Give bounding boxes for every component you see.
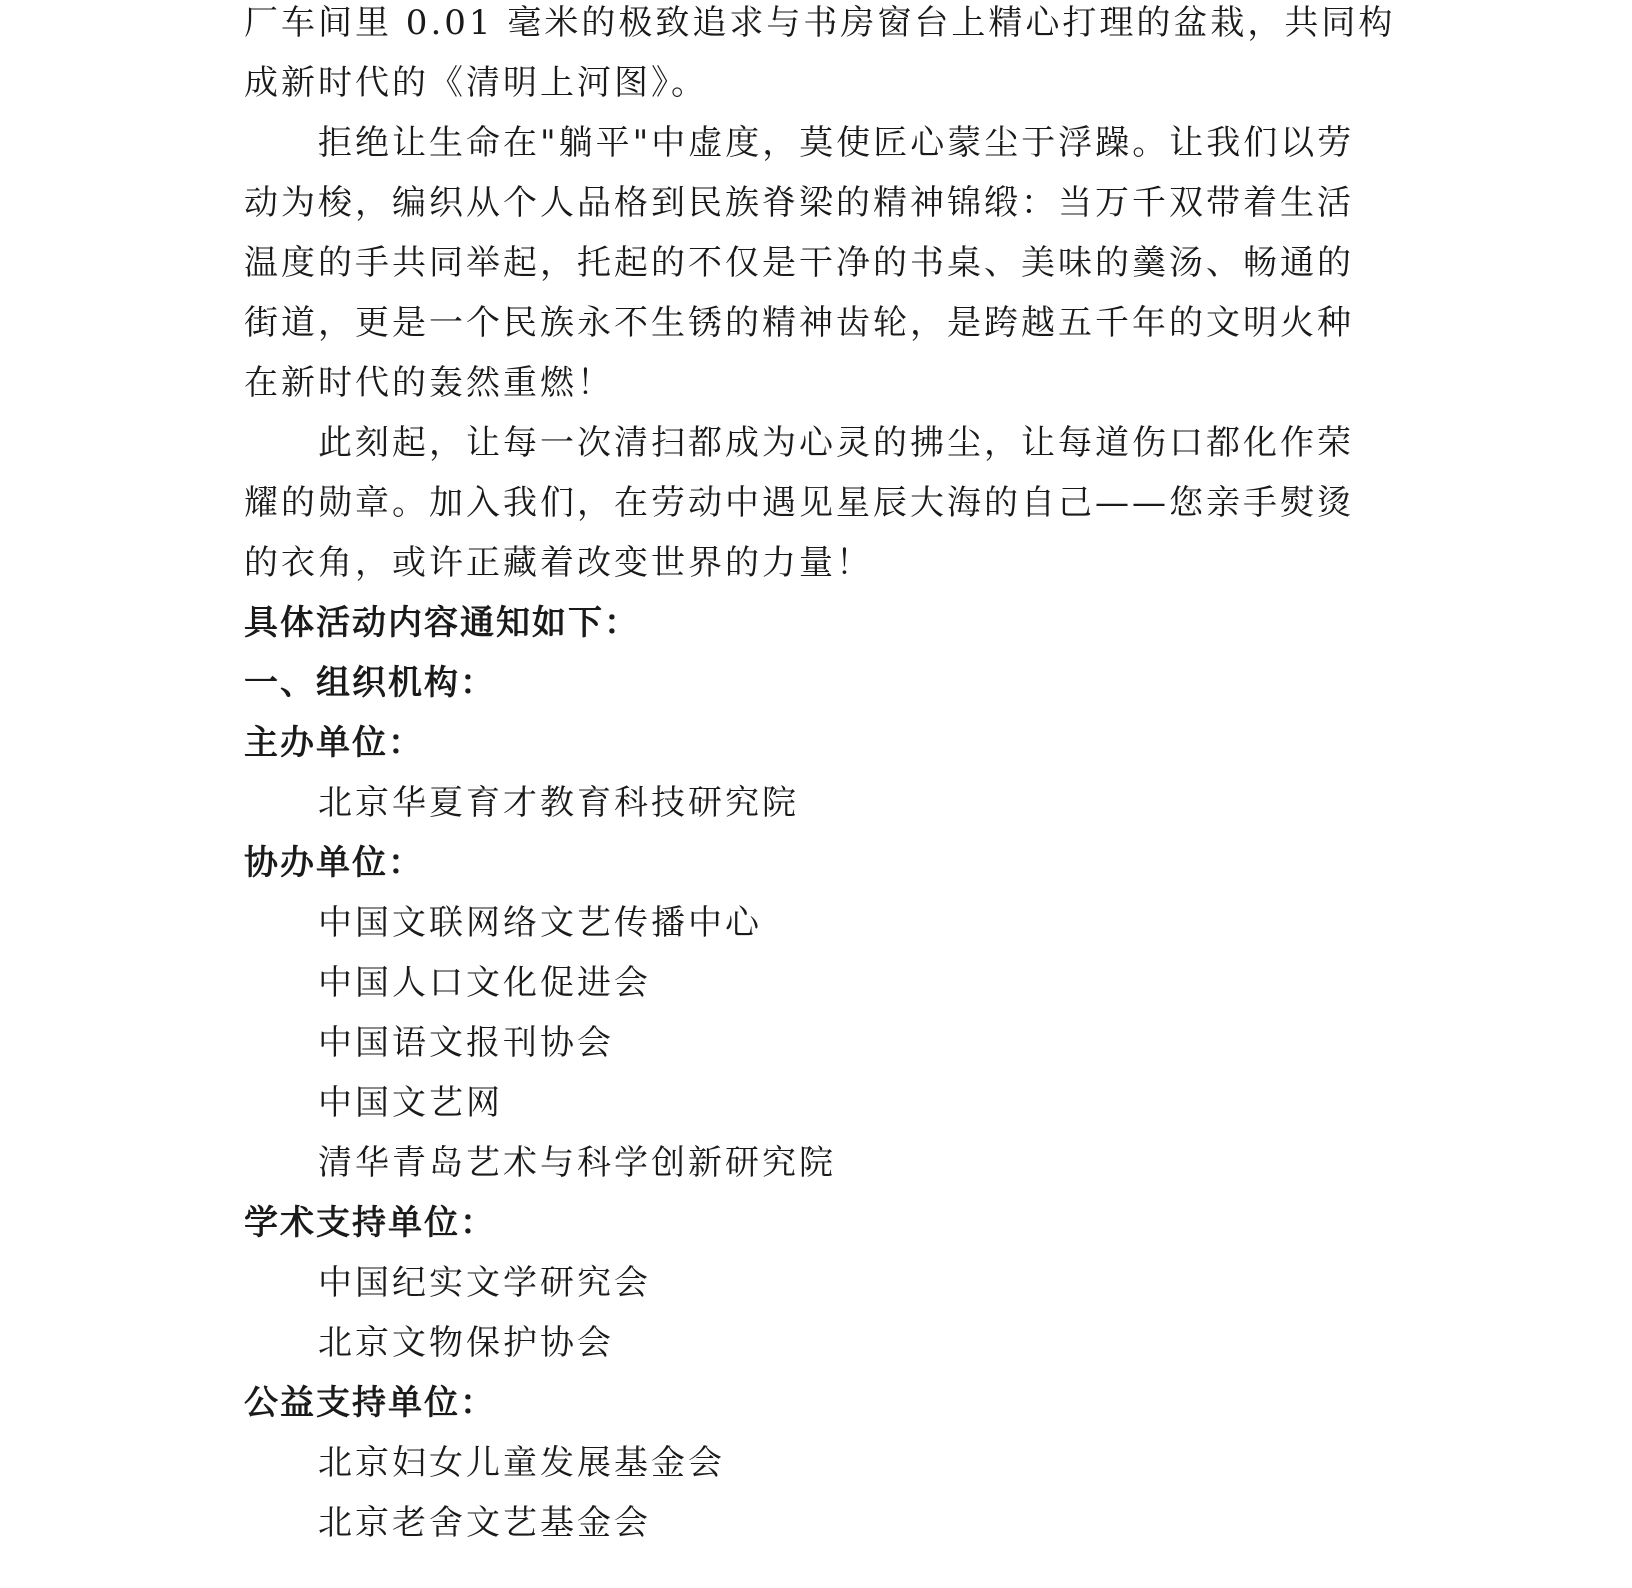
paragraph-line: 此刻起，让每一次清扫都成为心灵的拂尘，让每道伤口都化作荣 xyxy=(318,423,1354,463)
host-item: 北京华夏育才教育科技研究院 xyxy=(318,783,799,823)
paragraph-line: 温度的手共同举起，托起的不仅是干净的书桌、美味的羹汤、畅通的 xyxy=(244,243,1354,283)
paragraph-line: 街道，更是一个民族永不生锈的精神齿轮，是跨越五千年的文明火种 xyxy=(244,303,1354,343)
charity-support-item: 北京妇女儿童发展基金会 xyxy=(318,1443,725,1483)
academic-support-item: 中国纪实文学研究会 xyxy=(318,1263,651,1303)
paragraph-line: 厂车间里 0.01 毫米的极致追求与书房窗台上精心打理的盆栽，共同构 xyxy=(244,3,1396,43)
co-organizer-label: 协办单位： xyxy=(244,843,424,883)
paragraph-line: 拒绝让生命在"躺平"中虚度，莫使匠心蒙尘于浮躁。让我们以劳 xyxy=(318,123,1355,163)
co-organizer-item: 中国人口文化促进会 xyxy=(318,963,651,1003)
host-label: 主办单位： xyxy=(244,723,424,763)
paragraph-line: 成新时代的《清明上河图》。 xyxy=(244,63,708,103)
academic-support-item: 北京文物保护协会 xyxy=(318,1323,614,1363)
charity-support-item: 北京老舍文艺基金会 xyxy=(318,1503,651,1543)
paragraph-line: 在新时代的轰然重燃！ xyxy=(244,363,614,403)
co-organizer-item: 清华青岛艺术与科学创新研究院 xyxy=(318,1143,836,1183)
academic-support-label: 学术支持单位： xyxy=(244,1203,496,1243)
charity-support-label: 公益支持单位： xyxy=(244,1383,496,1423)
notice-heading: 具体活动内容通知如下： xyxy=(244,603,640,643)
section-heading: 一、组织机构： xyxy=(244,663,496,703)
co-organizer-item: 中国文艺网 xyxy=(318,1083,503,1123)
co-organizer-item: 中国语文报刊协会 xyxy=(318,1023,614,1063)
co-organizer-item: 中国文联网络文艺传播中心 xyxy=(318,903,762,943)
paragraph-line: 动为梭，编织从个人品格到民族脊梁的精神锦缎：当万千双带着生活 xyxy=(244,183,1354,223)
paragraph-line: 耀的勋章。加入我们，在劳动中遇见星辰大海的自己——您亲手熨烫 xyxy=(244,483,1354,523)
paragraph-line: 的衣角，或许正藏着改变世界的力量！ xyxy=(244,543,873,583)
